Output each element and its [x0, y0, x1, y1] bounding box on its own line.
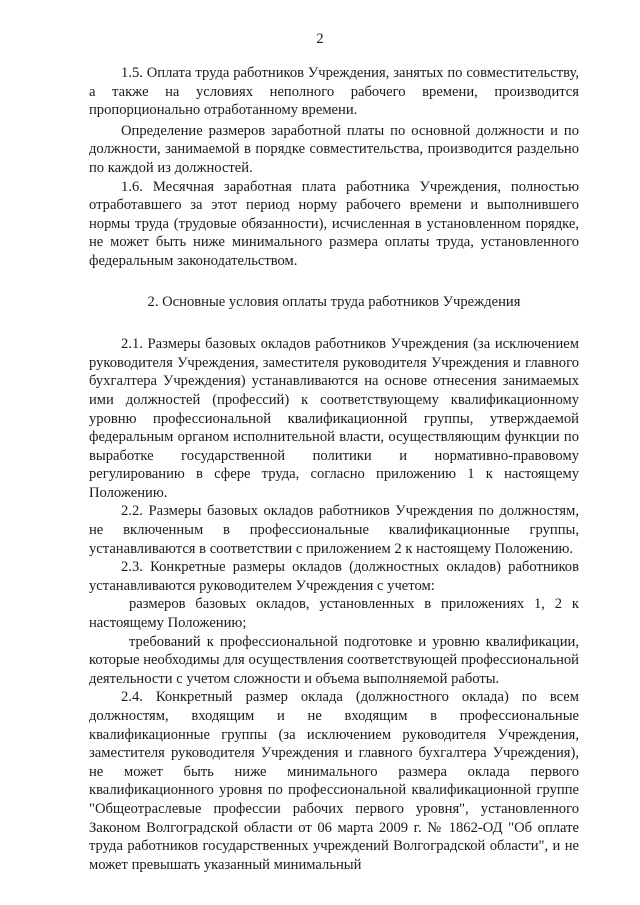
- section-title: 2. Основные условия оплаты труда работников Учреждения: [147, 293, 521, 310]
- page-number: 2: [316, 31, 324, 47]
- paragraph-2-3: 2.3. Конкретные размеры окладов (должностных окладов) работников устанавливаются руководителем Учреждения с учетом:: [89, 559, 579, 594]
- document-body: [89, 64, 579, 874]
- paragraph-salary-determination: Определение размеров заработной платы по основной должности и по должности, занимаемой в порядке совместительства, производится раздельно по каждой из должностей.: [89, 122, 579, 176]
- paragraph-2-2: 2.2. Размеры базовых окладов работников Учреждения по должностям, не включенным в профессиональные квалификационные группы, устанавливаются в соответствии с приложением 2 к настоящему Положению.: [89, 503, 579, 557]
- paragraph-2-4: 2.4. Конкретный размер оклада (должностного оклада) по всем должностям, входящим и не входящим в профессиональные квалификационные группы (за исключением руководителя Учреждения, заместителя руководителя Учреждения и главного бухгалтера Учреждения), не может быть ниже минимального размера оклада первого квалификационного уровня по профессиональной квалификационной группе "Общеотраслевые профессии рабочих первого уровня", установленного Законом Волгоградской области от 06 марта 2009 г. № 1862-ОД "Об оплате труда работников государственных учреждений Волгоградской области", и не может превышать указанный минимальный: [89, 689, 579, 873]
- paragraph-1-6: 1.6. Месячная заработная плата работника Учреждения, полностью отработавшего за этот период норму рабочего времени и выполнившего нормы труда (трудовые обязанности), исчисленная в установленном порядке, не может быть ниже минимального размера оплаты труда, установленного федеральным законодательством.: [89, 178, 579, 269]
- list-item-qualification-requirements: требований к профессиональной подготовке и уровню квалификации, которые необходимы для осуществления соответствующей профессиональной деятельности с учетом сложности и объема выполняемой работы.: [89, 633, 579, 687]
- paragraph-2-1: 2.1. Размеры базовых окладов работников Учреждения (за исключением руководителя Учреждения, заместителя руководителя Учреждения и главного бухгалтера Учреждения) устанавливаются на основе отнесения занимаемых ими должностей (профессий) к соответствующему квалификационному уровню профессиональной квалификационной группы, утверждаемой федеральным органом исполнительной власти, осуществляющим функции по выработке государственной политики и нормативно-правовому регулированию в сфере труда, согласно приложению 1 к настоящему Положению.: [89, 336, 579, 501]
- list-item-base-salaries: размеров базовых окладов, установленных в приложениях 1, 2 к настоящему Положению;: [89, 596, 579, 632]
- paragraph-1-5: 1.5. Оплата труда работников Учреждения, занятых по совместительству, а также на условиях неполного рабочего времени, производится пропорционально отработанному времени.: [89, 65, 579, 119]
